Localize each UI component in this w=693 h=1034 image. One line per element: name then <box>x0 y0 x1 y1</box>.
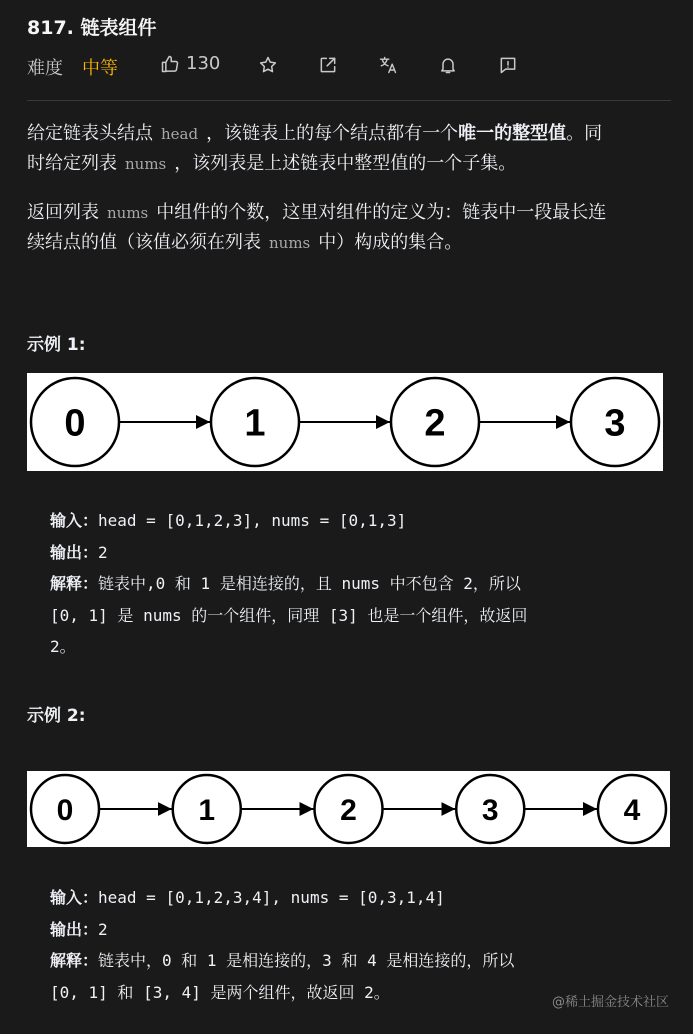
example-2-node-label: 3 <box>481 793 499 827</box>
linked-list-diagram-2 <box>27 771 670 847</box>
thumbs-up-icon <box>160 54 180 74</box>
example-2-explanation: 链表中，0 和 1 是相连接的，3 和 4 是相连接的，所以 <box>98 951 515 970</box>
example-1-node-label: 2 <box>424 402 446 445</box>
example-2-node-label: 1 <box>198 793 216 827</box>
feedback-icon[interactable] <box>498 55 518 75</box>
example-1-diagram <box>27 373 663 471</box>
example-1-input: head = [0,1,2,3], nums = [0,1,3] <box>98 511 407 530</box>
difficulty-label: 难度 <box>27 58 63 79</box>
problem-title: 817. 链表组件 <box>27 17 157 39</box>
share-icon[interactable] <box>318 55 338 75</box>
difficulty-badge: 中等 <box>82 58 118 79</box>
description-paragraph-2: 返回列表 nums 中组件的个数，这里对组件的定义为：链表中一段最长连 续结点的值（该值必须在列表 nums 中）构成的集合。 <box>27 202 607 253</box>
example-1-node-label: 0 <box>64 402 86 445</box>
bell-icon[interactable] <box>438 55 458 75</box>
example-2-diagram <box>27 771 670 847</box>
star-icon[interactable] <box>258 55 278 75</box>
translate-icon[interactable] <box>378 55 398 75</box>
example-1-output: 2 <box>98 542 108 562</box>
linked-list-diagram-1 <box>27 373 663 471</box>
example-2-node-label: 4 <box>623 793 641 827</box>
description-paragraph-1: 给定链表头结点 head ，该链表上的每个结点都有一个唯一的整型值。同 时给定列表 nums ，该列表是上述链表中整型值的一个子集。 <box>27 123 603 174</box>
example-2-node-label: 2 <box>340 793 357 827</box>
inline-code-nums: nums <box>107 204 149 222</box>
example-1-title: 示例 1: <box>27 335 86 355</box>
example-2-node-label: 0 <box>56 793 74 827</box>
inline-code-head: head <box>161 125 199 143</box>
example-2-block: 输入：head = [0,1,2,3,4], nums = [0,3,1,4] 输出：2 解释：链表中，0 和 1 是相连接的，3 和 4 是相连接的，所以 [0, 1] 和 [3, 4] 是两个组件，故返回 2。 <box>50 888 515 1002</box>
like-count: 130 <box>186 53 221 74</box>
example-1-node-label: 1 <box>244 402 266 445</box>
inline-code-nums: nums <box>125 155 167 173</box>
example-2-input: head = [0,1,2,3,4], nums = [0,3,1,4] <box>98 888 445 907</box>
example-2-output: 2 <box>98 919 108 939</box>
strong-text: 唯一的整型值 <box>458 123 567 144</box>
inline-code-nums: nums <box>269 234 311 252</box>
like-button[interactable] <box>160 53 220 74</box>
example-1-node-label: 3 <box>604 402 626 445</box>
example-1-explanation: 链表中,0 和 1 是相连接的，且 nums 中不包含 2，所以 <box>98 574 521 593</box>
example-2-title: 示例 2: <box>27 706 86 726</box>
example-1-block: 输入：head = [0,1,2,3], nums = [0,1,3] 输出：2 解释：链表中,0 和 1 是相连接的，且 nums 中不包含 2，所以 [0, 1] 是 nums 的一个组件，同理 [3] 也是一个组件，故返回 2。 <box>50 511 528 656</box>
watermark: @稀土掘金技术社区 <box>551 995 669 1010</box>
header-divider <box>27 100 671 101</box>
